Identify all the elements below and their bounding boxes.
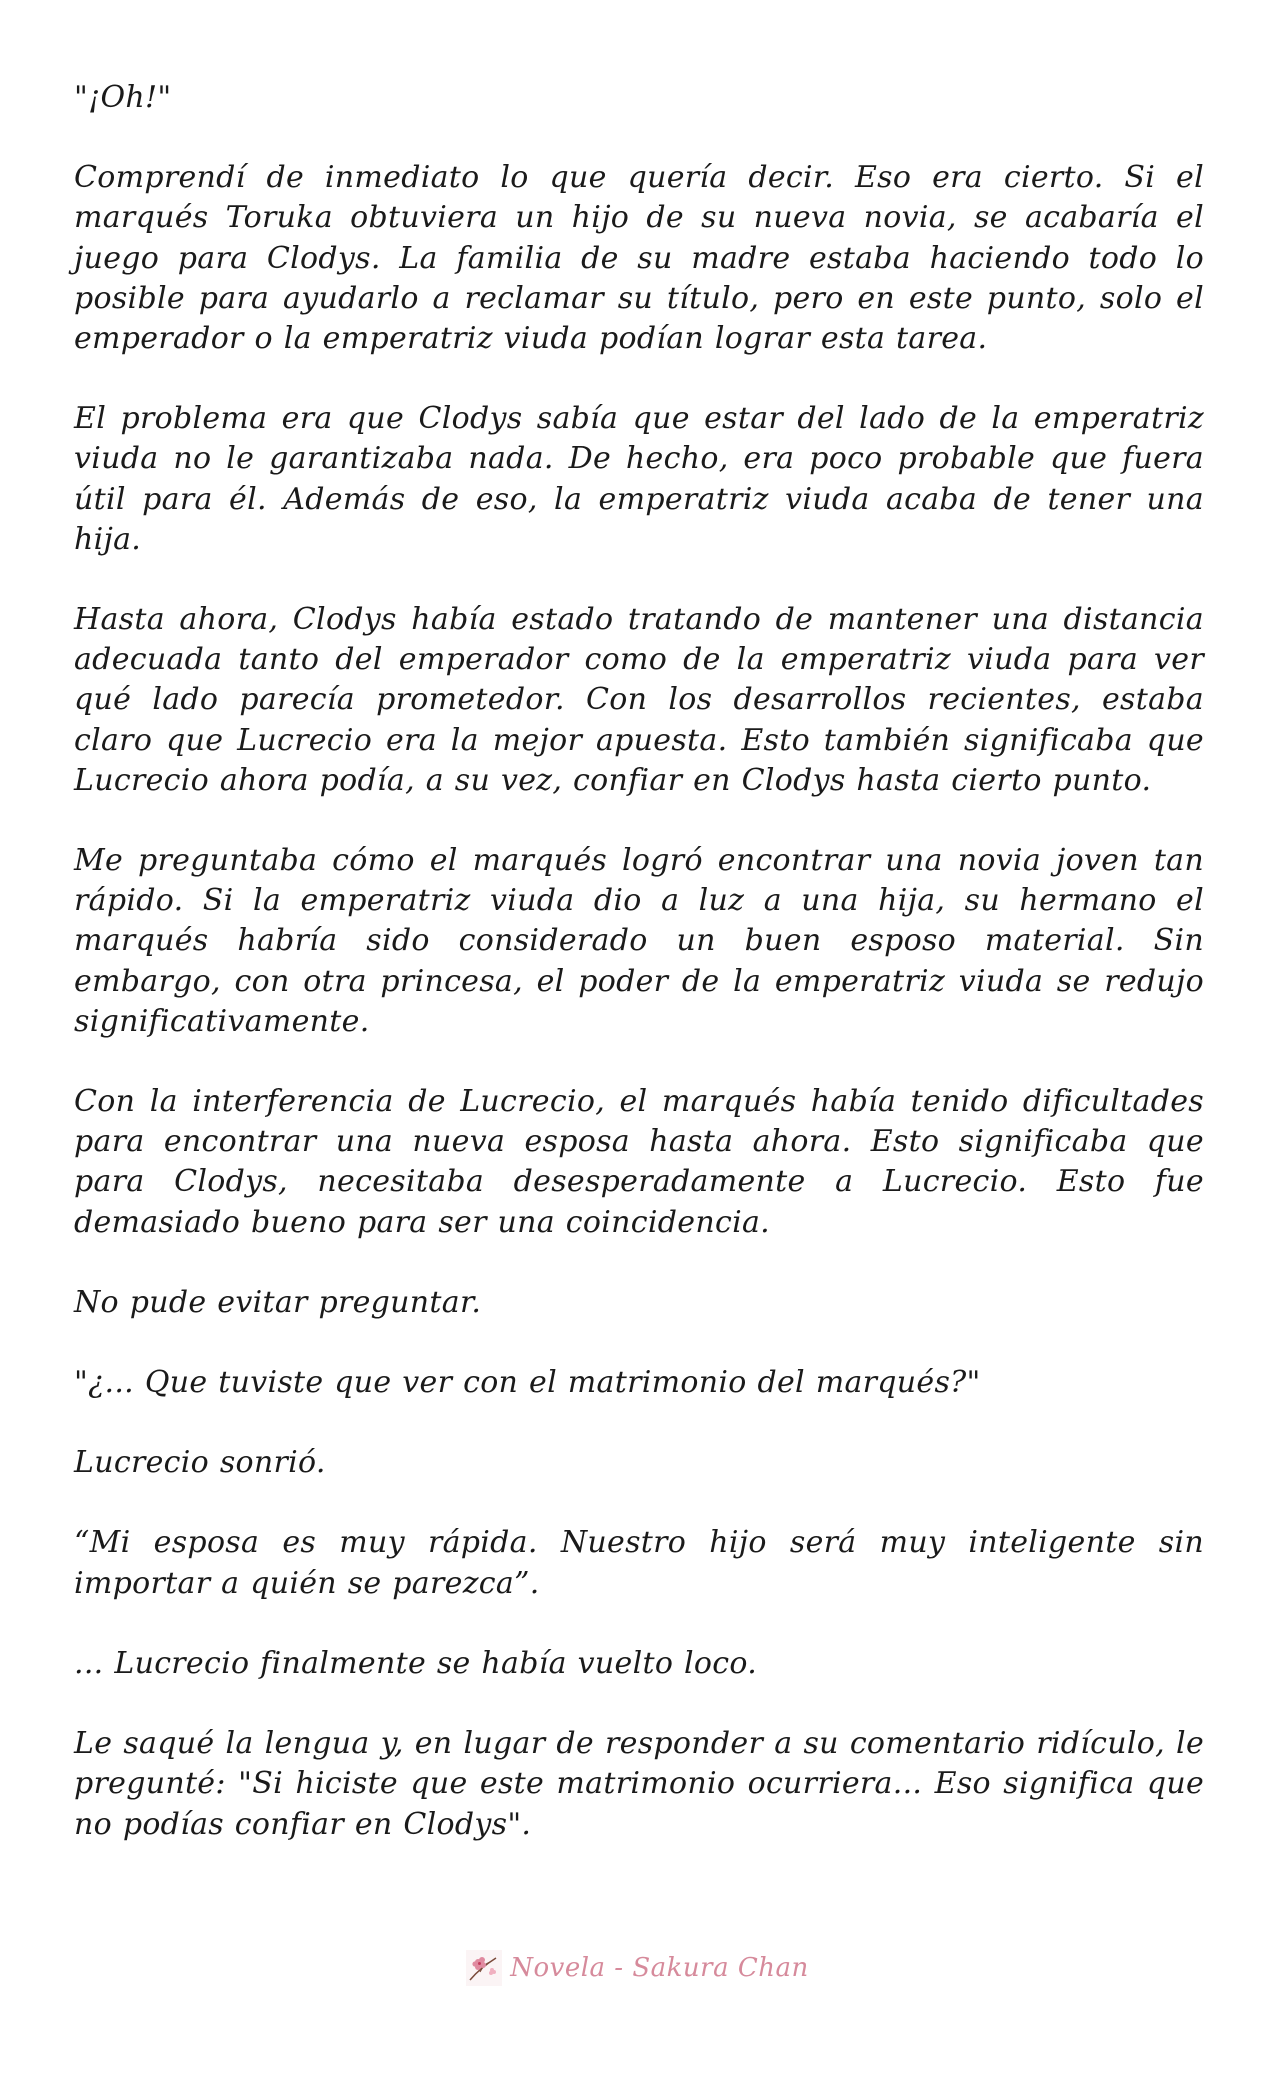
paragraph: El problema era que Clodys sabía que estar del lado de la emperatriz viuda no le garantizaba nada. De hecho, era poco probable que fuera útil para él. Además de eso, la emperatriz viuda acaba de tener una hija. bbox=[74, 401, 1204, 557]
footer-text: Novela - Sakura Chan bbox=[510, 1953, 809, 1983]
paragraph: Comprendí de inmediato lo que quería decir. Eso era cierto. Si el marqués Toruka obtuviera un hijo de su nueva novia, se acabaría el juego para Clodys. La familia de su madre estaba haciendo todo lo posible para ayudarlo a reclamar su título, pero en este punto, solo el emperador o la emperatriz viuda podían lograr esta tarea. bbox=[74, 160, 1204, 357]
paragraph: “Mi esposa es muy rápida. Nuestro hijo será muy inteligente sin importar a quién se parezca”. bbox=[74, 1525, 1204, 1601]
paragraph: Lucrecio sonrió. bbox=[74, 1445, 326, 1481]
paragraph: Con la interferencia de Lucrecio, el marqués había tenido dificultades para encontrar una nueva esposa hasta ahora. Esto significaba que para Clodys, necesitaba desesperadamente a Lucrecio. Esto fue demasiado bueno para ser una coincidencia. bbox=[74, 1084, 1204, 1240]
paragraph: Hasta ahora, Clodys había estado tratando de mantener una distancia adecuada tanto del emperador como de la emperatriz viuda para ver qué lado parecía prometedor. Con los desarrollos recientes, estaba claro que Lucrecio era la mejor apuesta. Esto también significaba que Lucrecio ahora podía, a su vez, confiar en Clodys hasta cierto punto. bbox=[74, 602, 1204, 798]
footer-watermark bbox=[0, 1950, 1275, 1986]
paragraph: Me preguntaba cómo el marqués logró encontrar una novia joven tan rápido. Si la emperatriz viuda dio a luz a una hija, su hermano el marqués habría sido considerado un buen esposo material. Sin embargo, con otra princesa, el poder de la emperatriz viuda se redujo significativamente. bbox=[74, 843, 1204, 1039]
document-body bbox=[74, 78, 1204, 1845]
paragraph: ... Lucrecio finalmente se había vuelto loco. bbox=[74, 1645, 758, 1681]
sakura-flower-icon bbox=[466, 1950, 502, 1986]
paragraph: Le saqué la lengua y, en lugar de responder a su comentario ridículo, le pregunté: "Si hiciste que este matrimonio ocurriera... Eso significa que no podías confiar en Clodys". bbox=[74, 1726, 1204, 1842]
paragraph: No pude evitar preguntar. bbox=[74, 1284, 482, 1320]
paragraph: "¡Oh!" bbox=[74, 80, 172, 115]
paragraph: "¿... Que tuviste que ver con el matrimonio del marqués?" bbox=[74, 1365, 981, 1401]
